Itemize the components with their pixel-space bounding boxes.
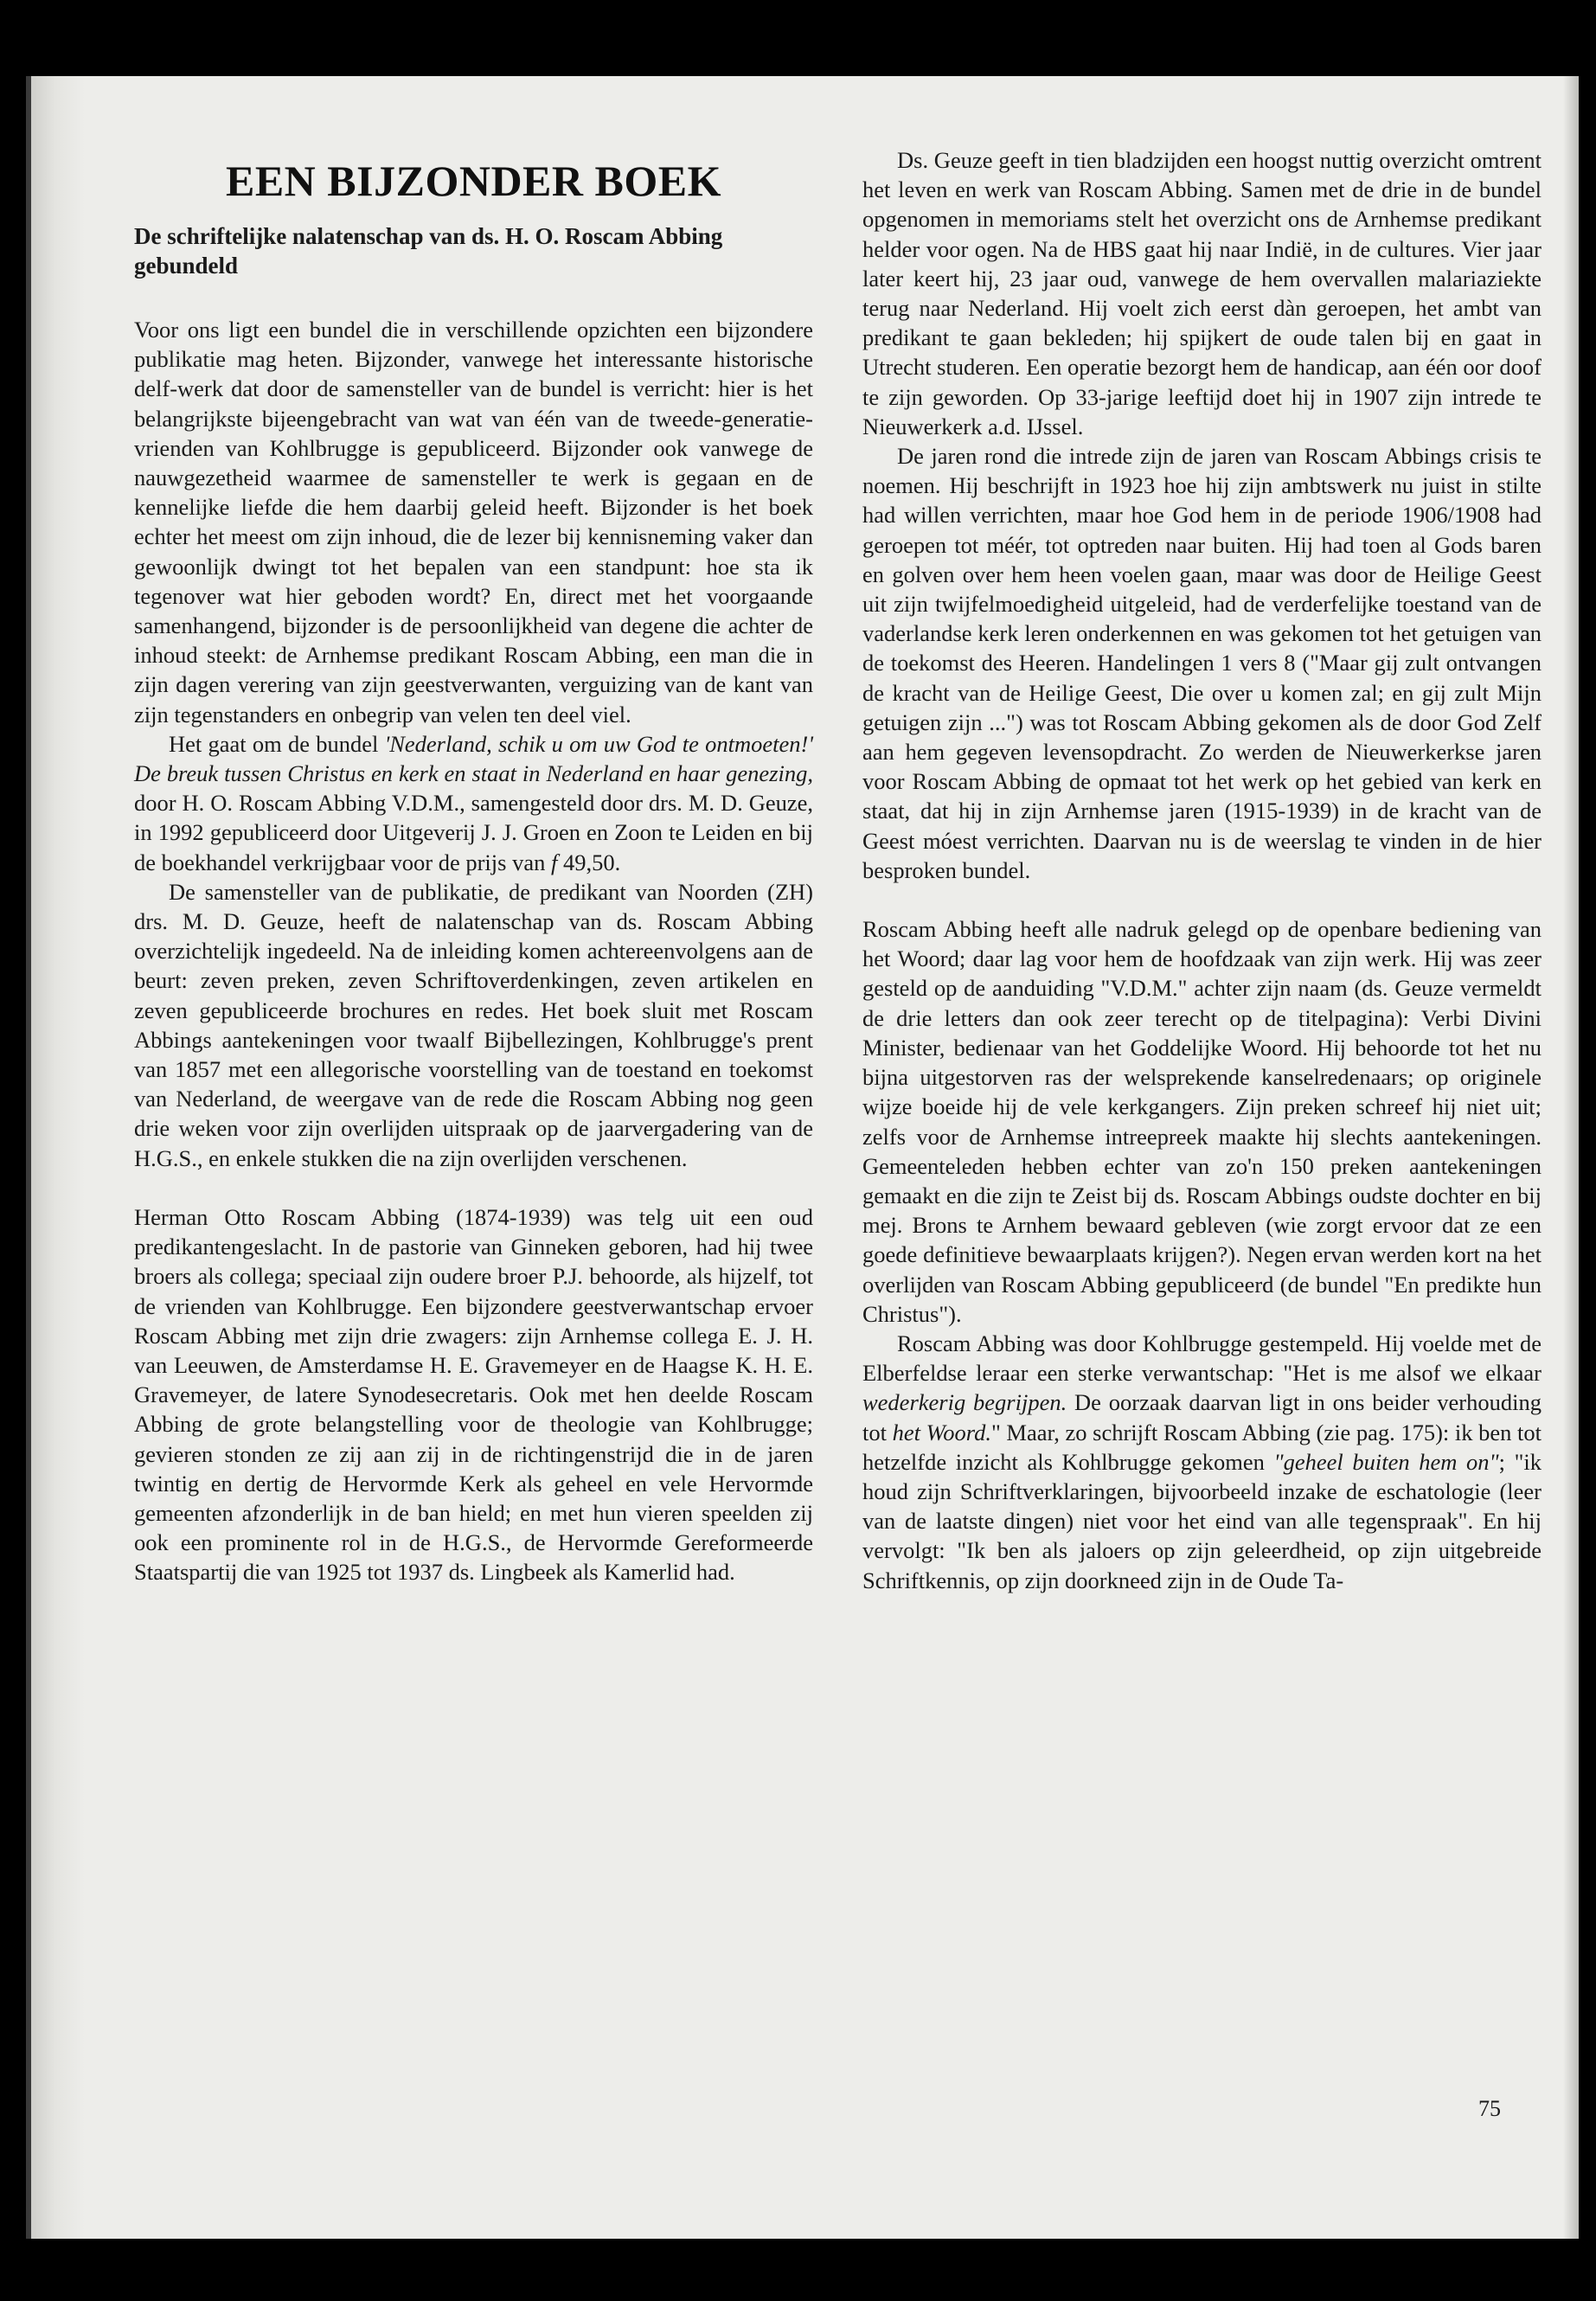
kohlbrugge-italic-1: wederkerig begrijpen. — [862, 1389, 1067, 1416]
paragraph-overview: Ds. Geuze geeft in tien bladzijden een hoogst nuttig overzicht omtrent het leven en werk van Roscam Abbing. Samen met de drie in de bundel opgenomen in memoriams stelt het overzicht ons de Arnhemse predikant helder voor ogen. Na de HBS gaat hij naar Indië, in de cultures. Vier jaar later keert hij, 23 jaar oud, vanwege de hem overvallen malariaziekte terug naar Nederland. Hij voelt zich eerst dàn geroepen, het ambt van predikant te gaan bekleden; hij spijkert de oude talen bij en gaat in Utrecht studeren. Een operatie bezorgt hem de handicap, aan één oor doof te zijn geworden. Op 33-jarige leeftijd doet hij in 1907 zijn intrede te Nieuwerkerk a.d. IJssel. — [862, 147, 1542, 439]
article-title: EEN BIJZONDER BOEK — [225, 157, 721, 205]
paragraph-contents: De samensteller van de publikatie, de predikant van Noorden (ZH) drs. M. D. Geuze, heeft de nalatenschap van ds. Roscam Abbing overzichtelijk ingedeeld. Na de inleiding komen achtereenvolgens aan de beurt: zeven preken, zeven Schriftoverdenkingen, zeven artikelen en zeven gepubliceerde brochures en redes. Het boek sluit met Roscam Abbings aantekeningen voor twaalf Bijbellezingen, Kohlbrugge's prent van 1857 met een allegorische voorstelling van de toestand en toekomst van Nederland, de weergave van de rede die Roscam Abbing nog geen drie weken voor zijn overlijden uitspraak op de jaarvergadering van de H.G.S., en enkele stukken die na zijn overlijden verschenen. — [134, 878, 813, 1171]
page-edge-shadow — [1563, 76, 1579, 2239]
book-spine-shadow — [26, 76, 85, 2239]
kohlbrugge-italic-2: het Woord. — [892, 1419, 991, 1445]
kohlbrugge-text-c: " Maar, zo schrijft Roscam Abbing (zie pag. 175): ik ben tot hetzelfde inzicht als Kohlbrugge gekomen — [862, 1419, 1542, 1475]
page-number: 75 — [1478, 2096, 1501, 2121]
bundle-publication-text: door H. O. Roscam Abbing V.D.M., samengesteld door drs. M. D. Geuze, in 1992 gepubliceerd door Uitgeverij J. J. Groen en Zoon te Leiden en bij de boekhandel verkrijgbaar voor de prijs van — [134, 790, 813, 875]
price-value: 49,50. — [557, 849, 621, 875]
paragraph-kohlbrugge — [862, 1329, 1542, 1595]
paragraph-bundle-title — [134, 729, 813, 877]
kohlbrugge-italic-3: "geheel buiten hem on" — [1273, 1448, 1499, 1475]
kohlbrugge-text-d: ; "ik houd zijn Schriftverklaringen, bijvoorbeeld inzake de eschatologie (leer van de laatste dingen) niet voor het eind van alle tegenspraak". En hij vervolgt: "Ik ben als jaloers op zijn geleerdheid, op zijn uitgebreide Schriftkennis, op zijn doorkneed zijn in de Oude Ta- — [862, 1448, 1542, 1593]
right-column — [862, 145, 1542, 1595]
bundle-lead-text: Het gaat om de bundel — [169, 730, 385, 757]
paragraph-biography: Herman Otto Roscam Abbing (1874-1939) was telg uit een oud predikantengeslacht. In de pastorie van Ginneken geboren, had hij twee broers als collega; speciaal zijn oudere broer P.J. behoorde, als hijzelf, tot de vrienden van Kohlbrugge. Een bijzondere geestverwantschap ervoer Roscam Abbing met zijn drie zwagers: zijn Arnhemse collega E. J. H. van Leeuwen, de Amsterdamse H. E. Gravemeyer en de Haagse K. H. E. Gravemeyer, de latere Synodesecretaris. Ook met hen deelde Roscam Abbing de grote belangstelling voor de theologie van Kohlbrugge; gevieren stonden ze zij aan zij in de richtingenstrijd die in de jaren twintig en dertig de Hervormde Kerk als geheel en vele Hervormde gemeenten afzonderlijk in de ban hield; en met hun vieren speelden zij ook een prominente rol in de H.G.S., de Hervormde Gereformeerde Staatspartij die van 1925 tot 1937 ds. Lingbeek als Kamerlid had. — [134, 1203, 813, 1586]
kohlbrugge-text-a: Roscam Abbing was door Kohlbrugge gestempeld. Hij voelde met de Elberfeldse leraar een sterke verwantschap: "Het is me alsof we elkaar — [862, 1330, 1542, 1387]
article-subtitle: De schriftelijke nalatenschap van ds. H. O. Roscam Abbing gebundeld — [134, 223, 723, 279]
left-column — [134, 145, 813, 1587]
book-page — [26, 76, 1579, 2239]
paragraph-intro: Voor ons ligt een bundel die in verschillende opzichten een bijzondere publikatie mag heten. Bijzonder, vanwege het interessante historische delf-werk dat door de samensteller van de bundel is verricht: hier is het belangrijkste bijeengebracht van wat van één van de tweede-generatie-vrienden van Kohlbrugge is gepubliceerd. Bijzonder ook vanwege de nauwgezetheid waarmee de samensteller te werk is gegaan en de kennelijke liefde die hem daarbij geleid heeft. Bijzonder is het boek echter het meest om zijn inhoud, die de lezer bij kennisneming vaker dan gewoonlijk dwingt tot het bepalen van een standpunt: hoe sta ik tegenover wat hier geboden wordt? En, direct met het voorgaande samenhangend, bijzonder is de persoonlijkheid van degene die achter de inhoud steekt: de Arnhemse predikant Roscam Abbing, een man die in zijn dagen verering van zijn geestverwanten, verguizing van de kant van zijn tegenstanders en onbegrip van velen ten deel viel. — [134, 317, 813, 727]
paragraph-crisis: De jaren rond die intrede zijn de jaren van Roscam Abbings crisis te noemen. Hij beschrijft in 1923 hoe hij zijn ambtswerk nu juist in stilte had willen verrichten, maar hoe God hem in de periode 1906/1908 had geroepen tot méér, tot optreden naar buiten. Hij had toen al Gods baren en golven over hem heen voelen gaan, maar was door de Heilige Geest uit zijn twijfelmoedigheid uitgeleid, had de verderfelijke toestand van de vaderlandse kerk leren onderkennen en was gekomen tot het getuigen van de toekomst des Heeren. Handelingen 1 vers 8 ("Maar gij zult ontvangen de kracht van de Heilige Geest, Die over u komen zal; en gij zult Mijn getuigen zijn ...") was tot Roscam Abbing gekomen als de door God Zelf aan hem gegeven levensopdracht. Zo werden de Nieuwerkerkse jaren voor Roscam Abbing de opmaat tot het werk op het gebied van kerk en staat, dat hij in zijn Arnhemse jaren (1915-1939) in de kracht van de Geest móest verrichten. Daarvan nu is de weerslag te vinden in de hier besproken bundel. — [862, 443, 1542, 883]
paragraph-preaching: Roscam Abbing heeft alle nadruk gelegd op de openbare bediening van het Woord; daar lag voor hem de hoofdzaak van zijn werk. Hij was zeer gesteld op de aanduiding "V.D.M." achter zijn naam (ds. Geuze vermeldt de drie letters dan ook zeer terecht op de titelpagina): Verbi Divini Minister, bedienaar van het Goddelijke Woord. Hij behoorde tot het nu bijna uitgestorven ras der welsprekende kanselredenaars; op originele wijze boeide hij de vele kerkgangers. Zijn preken schreef hij niet uit; zelfs voor de Arnhemse intreepreek maakte hij slechts aantekeningen. Gemeenteleden hebben echter van zo'n 150 preken aantekeningen gemaakt en die zijn te Zeist bij ds. Roscam Abbings oudste dochter en bij mej. Brons te Arnhem bewaard gebleven (wie zorgt ervoor dat ze een goede definitieve bewaarplaats krijgen?). Negen ervan werden kort na het overlijden van Roscam Abbing gepubliceerd (de bundel "En predikte hun Christus"). — [862, 916, 1542, 1327]
bundle-title-italic: 'Nederland, schik u om uw God te ontmoeten!' De breuk tussen Christus en kerk en staat in Nederland en haar genezing, — [134, 730, 813, 787]
price-symbol: f — [550, 849, 558, 875]
kohlbrugge-text-b: De oorzaak daarvan ligt in ons beider verhouding tot — [862, 1389, 1542, 1445]
